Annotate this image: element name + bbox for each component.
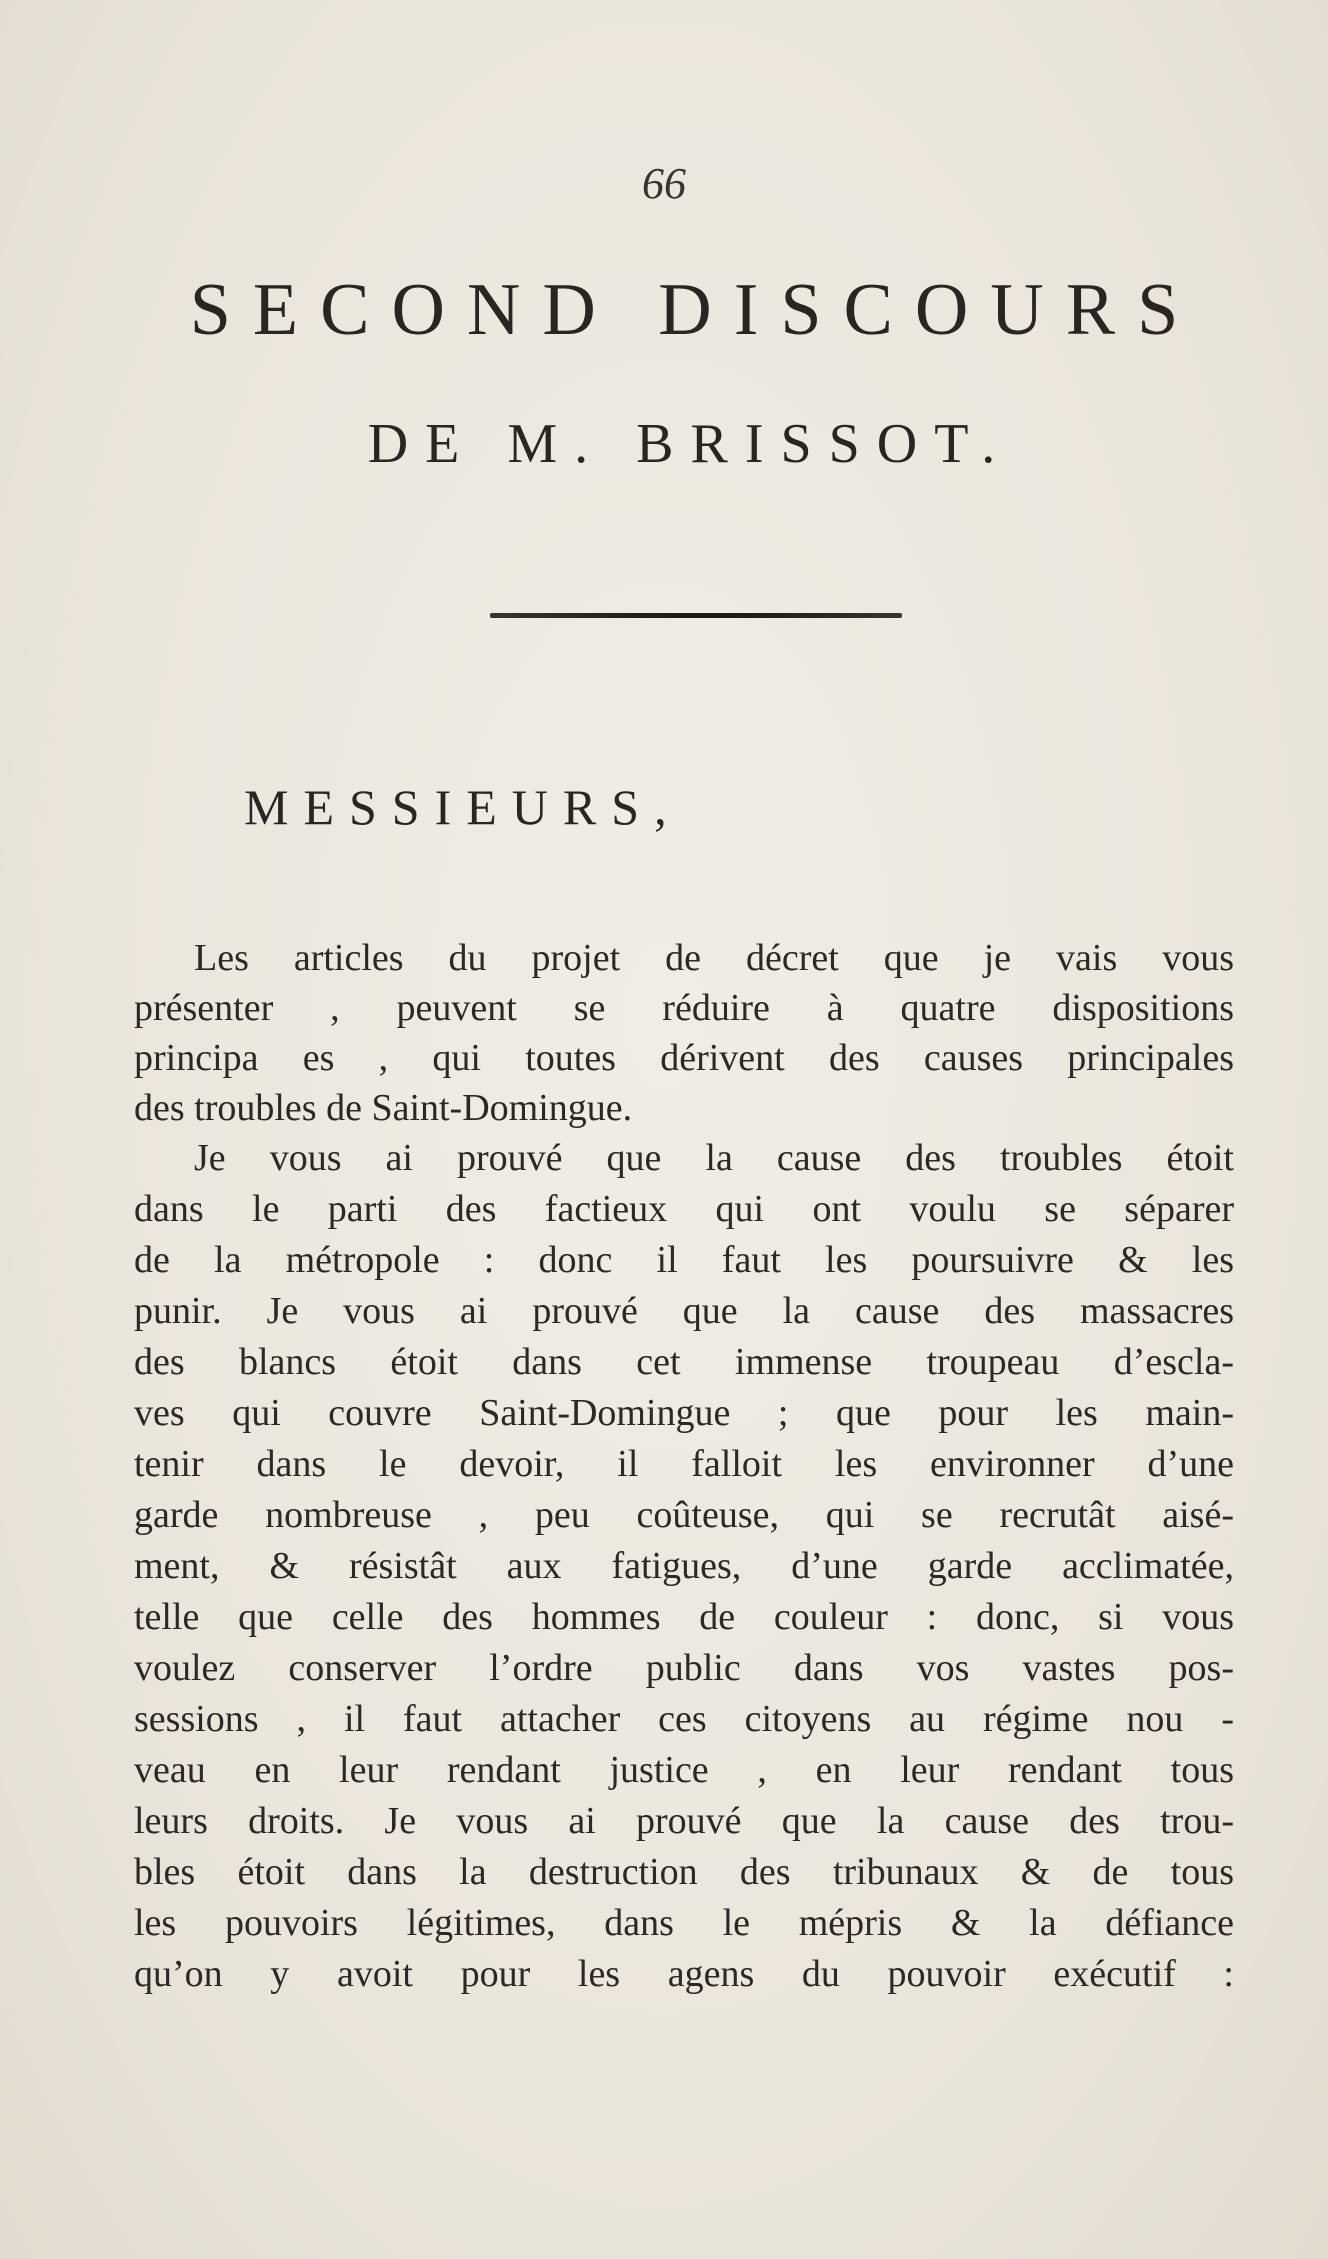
text-line: leurs droits. Je vous ai prouvé que la cause des trou-: [134, 1800, 1234, 1842]
text-line: veau en leur rendant justice , en leur rendant tous: [134, 1749, 1234, 1791]
text-line: ment, & résistât aux fatigues, d’une garde acclimatée,: [134, 1545, 1234, 1587]
text-line: Les articles du projet de décret que je vais vous: [194, 937, 1234, 979]
text-line: de la métropole : donc il faut les poursuivre & les: [134, 1239, 1234, 1281]
text-line: Je vous ai prouvé que la cause des troubles étoit: [194, 1137, 1234, 1179]
text-line: garde nombreuse , peu coûteuse, qui se recrutât aisé-: [134, 1494, 1234, 1536]
title-rule-divider: [490, 613, 902, 618]
text-line: des blancs étoit dans cet immense troupeau d’escla-: [134, 1341, 1234, 1383]
chapter-subtitle: DE M. BRISSOT.: [367, 413, 1013, 475]
text-line: présenter , peuvent se réduire à quatre dispositions: [134, 987, 1234, 1029]
text-line: les pouvoirs légitimes, dans le mépris & la défiance: [134, 1902, 1234, 1944]
text-line: sessions , il faut attacher ces citoyens au régime nou -: [134, 1698, 1234, 1740]
text-line: qu’on y avoit pour les agens du pouvoir exécutif :: [134, 1953, 1234, 1995]
text-line: telle que celle des hommes de couleur : donc, si vous: [134, 1596, 1234, 1638]
salutation: MESSIEURS,: [244, 779, 682, 835]
text-line: tenir dans le devoir, il falloit les environner d’une: [134, 1443, 1234, 1485]
text-line: punir. Je vous ai prouvé que la cause des massacres: [134, 1290, 1234, 1332]
text-line: bles étoit dans la destruction des tribunaux & de tous: [134, 1851, 1234, 1893]
text-line: principa es , qui toutes dérivent des causes principales: [134, 1037, 1234, 1079]
chapter-title: SECOND DISCOURS: [189, 269, 1201, 351]
text-line: ves qui couvre Saint-Domingue ; que pour les main-: [134, 1392, 1234, 1434]
text-line: voulez conserver l’ordre public dans vos vastes pos-: [134, 1647, 1234, 1689]
page-number: 66: [642, 159, 686, 208]
text-line: des troubles de Saint-Domingue.: [134, 1087, 633, 1129]
text-line: dans le parti des factieux qui ont voulu se séparer: [134, 1188, 1234, 1230]
